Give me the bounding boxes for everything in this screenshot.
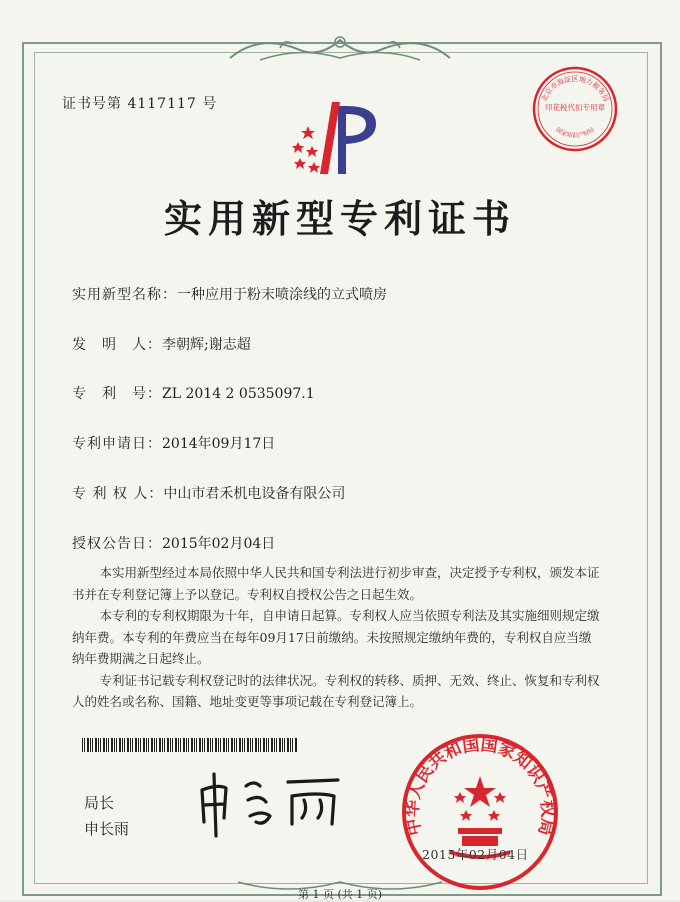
field-value: ZL 2014 2 0535097.1	[162, 386, 315, 402]
field-value: 2014年09月17日	[162, 436, 276, 452]
small-seal-bottom-text: 国家知识产权局	[554, 126, 596, 140]
field-label: 专 利 权 人：	[72, 486, 164, 502]
field-value: 一种应用于粉末喷涂线的立式喷房	[177, 287, 387, 303]
seal-date: 2015年02月04日	[422, 847, 529, 862]
page-number: 第 1 页 (共 1 页)	[297, 888, 383, 901]
small-seal-ring-text: 北京市海淀区地方税务局	[540, 74, 610, 103]
large-seal-ring-text: 中华人民共和国国家知识产权局	[402, 734, 558, 838]
field-patentee	[72, 483, 345, 503]
field-label: 发 明 人：	[72, 337, 162, 353]
field-application-date	[72, 433, 275, 453]
field-value: 中山市君禾机电设备有限公司	[163, 486, 346, 502]
svg-text:国家知识产权局	[554, 125, 595, 139]
certificate-number	[62, 93, 217, 113]
field-label: 授权公告日：	[72, 536, 162, 552]
field-label: 实用新型名称：	[72, 287, 177, 303]
body-paragraph: 本专利的专利权期限为十年，自申请日起算。专利权人应当依照专利法及其实施细则规定缴纳年费。本专利的年费应当在每年09月17日前缴纳。未按照规定缴纳年费的，专利权自应当缴纳年费期满之日起终止。	[72, 608, 600, 666]
field-value: 2015年02月04日	[162, 536, 276, 552]
field-inventors	[72, 334, 251, 354]
body-paragraph: 本实用新型经过本局依照中华人民共和国专利法进行初步审查，决定授予专利权，颁发本证书并在专利登记簿上予以登记。专利权自授权公告之日起生效。	[72, 565, 600, 602]
director-name: 申长雨	[84, 820, 130, 838]
field-patent-number	[72, 383, 315, 403]
certificate-number-value: 4117117	[127, 96, 197, 112]
top-ornament-icon	[220, 28, 460, 68]
small-seal-center-text: 印花税代扣专用章	[545, 103, 605, 112]
tax-seal-stamp-icon	[530, 64, 620, 154]
field-utility-model-name	[72, 284, 387, 304]
field-label: 专利申请日：	[72, 436, 162, 452]
director-signature	[188, 760, 358, 840]
field-label: 专 利 号：	[72, 386, 162, 402]
body-paragraph: 专利证书记载专利权登记时的法律状况。专利权的转移、质押、无效、终止、恢复和专利权人的姓名或名称、国籍、地址变更等事项记载在专利登记簿上。	[72, 672, 600, 709]
certificate-body	[72, 562, 602, 713]
field-value: 李朝辉;谢志超	[162, 337, 251, 353]
cnipa-logo-icon	[278, 96, 388, 178]
certificate-number-label: 证书号第	[62, 96, 122, 112]
certificate-number-suffix: 号	[202, 96, 218, 112]
svg-text:北京市海淀区地方税务局	[539, 74, 610, 103]
barcode	[82, 738, 297, 752]
field-grant-date	[72, 533, 275, 553]
official-seal-stamp-icon	[400, 732, 560, 892]
certificate-title: 实用新型专利证书	[163, 196, 516, 241]
director-title: 局长	[84, 794, 115, 812]
